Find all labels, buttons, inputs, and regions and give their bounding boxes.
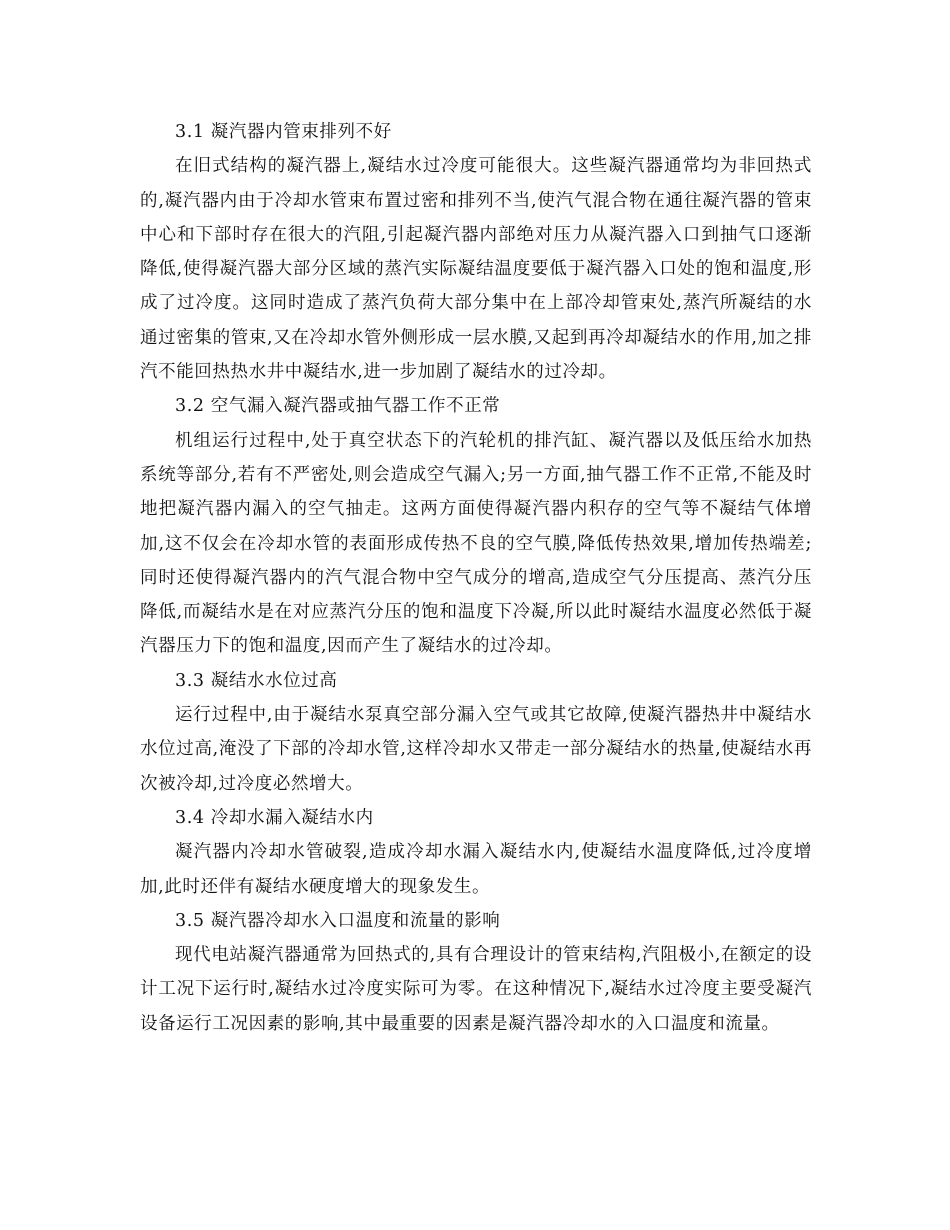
section-paragraph-3-5: 现代电站凝汽器通常为回热式的,具有合理设计的管束结构,汽阻极小,在额定的设计工况下运行时,凝结水过冷度实际可为零。在这种情况下,凝结水过冷度主要受凝汽设备运行工况因素的影响,其中最重要的因素是凝汽器冷却水的入口温度和流量。 (140, 945, 812, 1034)
section-paragraph-3-4: 凝汽器内冷却水管破裂,造成冷却水漏入凝结水内,使凝结水温度降低,过冷度增加,此时还伴有凝结水硬度增大的现象发生。 (140, 842, 812, 897)
section-heading-3-1: 3.1 凝汽器内管束排列不好 (175, 122, 392, 142)
section-paragraph-3-1: 在旧式结构的凝汽器上,凝结水过冷度可能很大。这些凝汽器通常均为非回热式的,凝汽器内由于冷却水管束布置过密和排列不当,使汽气混合物在通往凝汽器的管束中心和下部时存在很大的汽阻,引起凝汽器内部绝对压力从凝汽器入口到抽气口逐渐降低,使得凝汽器大部分区域的蒸汽实际凝结温度要低于凝汽器入口处的饱和温度,形成了过冷度。这同时造成了蒸汽负荷大部分集中在上部冷却管束处,蒸汽所凝结的水通过密集的管束,又在冷却水管外侧形成一层水膜,又起到再冷却凝结水的作用,加之排汽不能回热热水井中凝结水,进一步加剧了凝结水的过冷却。 (140, 156, 812, 383)
section-paragraph-3-2: 机组运行过程中,处于真空状态下的汽轮机的排汽缸、凝汽器以及低压给水加热系统等部分,若有不严密处,则会造成空气漏入;另一方面,抽气器工作不正常,不能及时地把凝汽器内漏入的空气抽走。这两方面使得凝汽器内积存的空气等不凝结气体增加,这不仅会在冷却水管的表面形成传热不良的空气膜,降低传热效果,增加传热端差;同时还使得凝汽器内的汽气混合物中空气成分的增高,造成空气分压提高、蒸汽分压降低,而凝结水是在对应蒸汽分压的饱和温度下冷凝,所以此时凝结水温度必然低于凝汽器压力下的饱和温度,因而产生了凝结水的过冷却。 (140, 430, 812, 657)
section-heading-3-5: 3.5 凝汽器冷却水入口温度和流量的影响 (175, 910, 501, 931)
section-heading-3-2: 3.2 空气漏入凝汽器或抽气器工作不正常 (175, 396, 501, 417)
section-heading-3-3: 3.3 凝结水水位过高 (175, 670, 338, 691)
document-body (140, 115, 812, 1041)
section-paragraph-3-3: 运行过程中,由于凝结水泵真空部分漏入空气或其它故障,使凝汽器热井中凝结水水位过高,淹没了下部的冷却水管,这样冷却水又带走一部分凝结水的热量,使凝结水再次被冷却,过冷度必然增大。 (140, 705, 812, 794)
section-heading-3-4: 3.4 冷却水漏入凝结水内 (175, 807, 374, 828)
